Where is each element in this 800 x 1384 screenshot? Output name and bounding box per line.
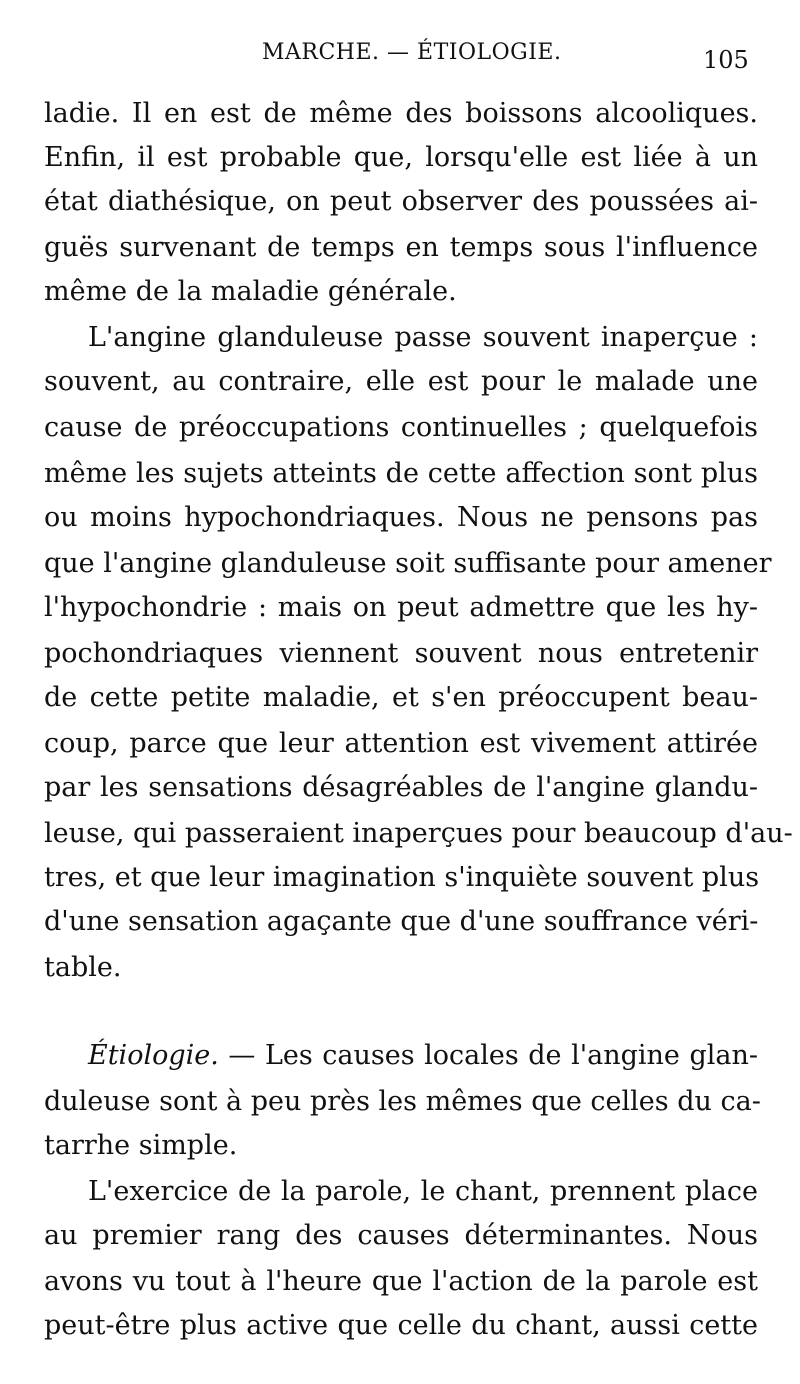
text-line: cause de préoccupations continuelles ; quelquefois [44,412,758,443]
section-heading-text: Les causes locales de l'angine glan- [264,1040,758,1071]
text-line: ou moins hypochondriaques. Nous ne pensons pas [44,502,758,533]
text-line: peut-être plus active que celle du chant, aussi cette [44,1310,758,1341]
text-line: leuse, qui passeraient inaperçues pour beaucoup d'au- [44,818,793,849]
page-number: 105 [703,46,749,74]
text-line: que l'angine glanduleuse soit suffisante pour amener [44,548,772,579]
text-line [88,1034,758,1078]
running-head: MARCHE. — ÉTIOLOGIE. [262,40,562,65]
text-line: Enfin, il est probable que, lorsqu'elle est liée à un [44,142,758,173]
text-line: tarrhe simple. [44,1130,238,1161]
text-line: même de la maladie générale. [44,276,457,307]
text-line: même les sujets atteints de cette affection sont plus [44,458,758,489]
text-line: L'angine glanduleuse passe souvent inaperçue : [88,322,758,353]
text-line: état diathésique, on peut observer des poussées ai- [44,186,758,217]
text-line: d'une sensation agaçante que d'une souffrance véri- [44,906,759,937]
text-line: l'hypochondrie : mais on peut admettre que les hy- [44,592,758,623]
text-line: avons vu tout à l'heure que l'action de la parole est [44,1266,758,1297]
text-line: guës survenant de temps en temps sous l'influence [44,232,758,263]
section-heading: Étiologie. — [88,1040,256,1071]
text-line: table. [44,952,122,983]
text-line: ladie. Il en est de même des boissons alcooliques. [44,98,758,129]
text-line: par les sensations désagréables de l'angine glandu- [44,772,758,803]
text-line: au premier rang des causes déterminantes. Nous [44,1220,758,1251]
text-line: coup, parce que leur attention est vivement attirée [44,728,758,759]
text-line: L'exercice de la parole, le chant, prennent place [88,1176,758,1207]
text-line: tres, et que leur imagination s'inquiète souvent plus [44,862,760,893]
text-line: pochondriaques viennent souvent nous entretenir [44,638,758,669]
text-line: duleuse sont à peu près les mêmes que celles du ca- [44,1086,761,1117]
text-line: de cette petite maladie, et s'en préoccupent beau- [44,682,758,713]
text-line: souvent, au contraire, elle est pour le malade une [44,366,758,397]
